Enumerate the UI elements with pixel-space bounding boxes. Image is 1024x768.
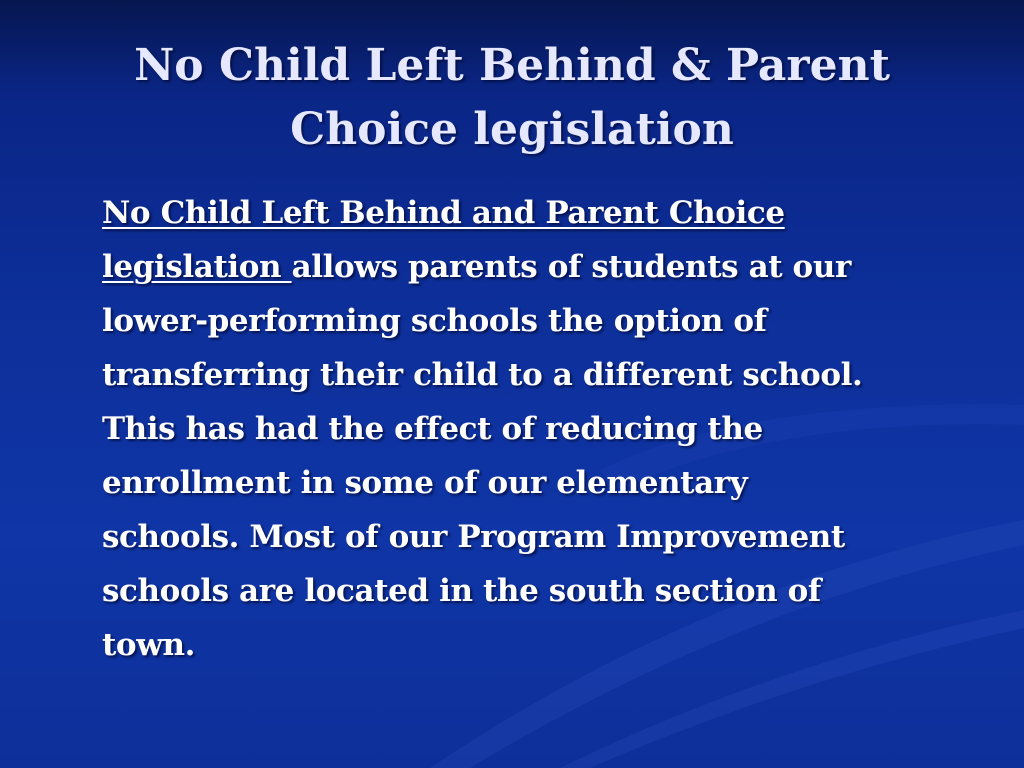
- body-line-5: This has had the effect of reducing the: [102, 411, 763, 447]
- body-line-7: schools. Most of our Program Improvement: [102, 519, 845, 555]
- body-line-9: town.: [102, 627, 196, 663]
- body-line-6: enrollment in some of our elementary: [102, 465, 748, 501]
- slide-title-line-1: No Child Left Behind & Parent: [134, 40, 890, 91]
- slide-title: [60, 34, 964, 162]
- body-paragraph: [102, 186, 982, 672]
- body-line-1: [102, 186, 982, 240]
- body-line-3: lower-performing schools the option of: [102, 303, 767, 339]
- body-line-2-text: allows parents of students at our: [291, 249, 851, 285]
- legislation-link-part-1[interactable]: No Child Left Behind and Parent Choice: [102, 195, 785, 231]
- body-line-8: schools are located in the south section of: [102, 573, 821, 609]
- body-line-2: [102, 240, 982, 294]
- body-line-4: transferring their child to a different school.: [102, 357, 863, 393]
- slide-title-line-2: Choice legislation: [290, 104, 734, 155]
- legislation-link-part-2[interactable]: legislation: [102, 249, 292, 285]
